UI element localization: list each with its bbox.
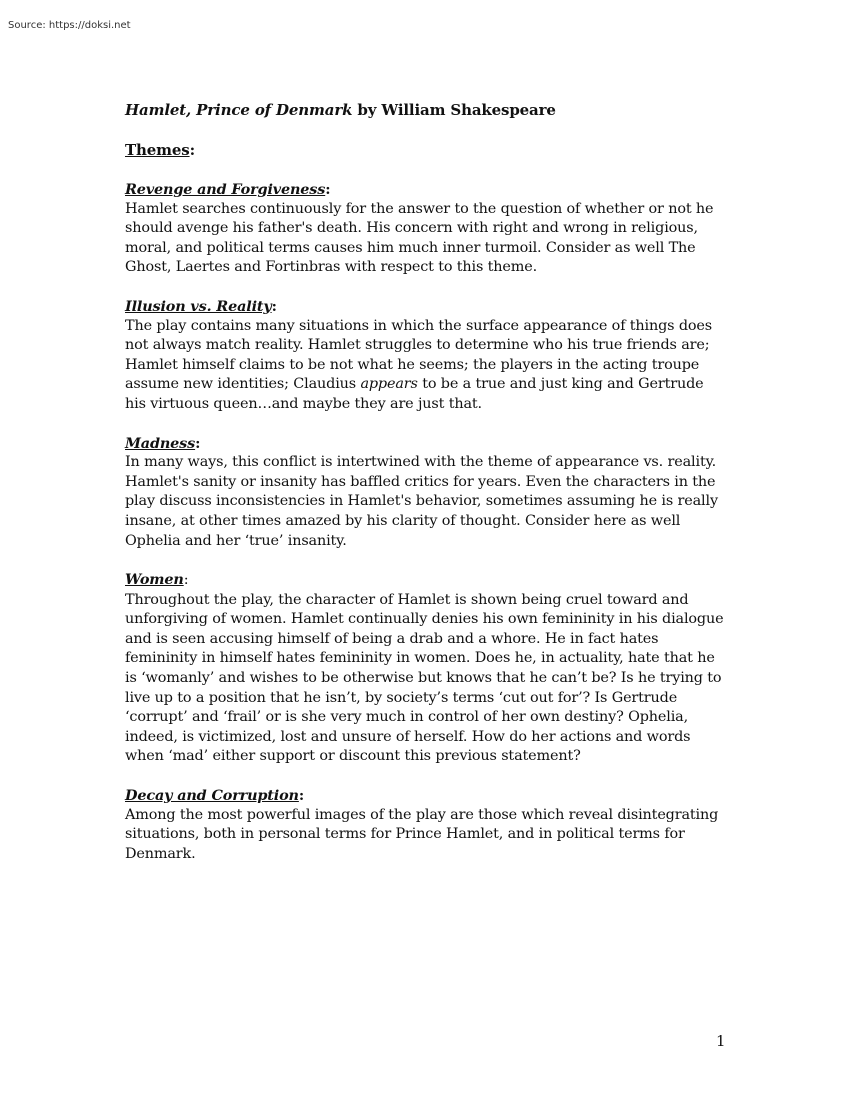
work-title: Hamlet, Prince of Denmark: [125, 101, 353, 119]
theme-illusion-vs-reality: [125, 297, 725, 415]
theme-paragraph: Hamlet searches continuously for the answer to the question of whether or not he should avenge his father's death. His concern with right and wrong in religious, moral, and political terms causes him much inner turmoil. Consider as well The Ghost, Laertes and Fortinbras with respect to this theme.: [125, 200, 714, 276]
source-banner: Source: https://doksi.net: [8, 20, 131, 31]
theme-heading: [125, 297, 725, 317]
theme-colon: :: [298, 787, 305, 805]
theme-paragraph: Among the most powerful images of the play are those which reveal disintegrating situations, both in personal terms for Prince Hamlet, and in political terms for Denmark.: [125, 806, 719, 862]
theme-paragraph: Throughout the play, the character of Hamlet is shown being cruel toward and unforgiving of women. Hamlet continually denies his own femininity in his dialogue and is seen accusing himself of being a drab and a whore. He in fact hates femininity in himself hates femininity in women. Does he, in actuality, hate that he is ‘womanly’ and wishes to be otherwise but knows that he can’t be? Is he trying to live up to a position that he isn’t, by society’s terms ‘cut out for’? Is Gertrude ‘corrupt’ and ‘frail’ or is she very much in control of her own destiny? Ophelia, indeed, is victimized, lost and unsure of herself. How do her actions and words when ‘mad’ either support or discount this previous statement?: [125, 591, 724, 765]
theme-colon: :: [271, 297, 277, 315]
theme-heading: [125, 434, 725, 454]
page-number: 1: [716, 1032, 726, 1050]
theme-paragraph-start: The play contains many situations in which the surface appearance of things does not always match reality. Hamlet struggles to determine who his true friends are; Hamlet himself claims to be not what he seems; the players in the acting troupe assume new identities; Claudius: [125, 317, 713, 393]
theme-colon: :: [195, 434, 201, 452]
theme-colon: :: [183, 572, 189, 589]
theme-paragraph: [125, 317, 725, 415]
theme-heading: [125, 570, 725, 591]
theme-madness: [125, 434, 725, 552]
document-title: [125, 100, 725, 121]
theme-paragraph: In many ways, this conflict is intertwined with the theme of appearance vs. reality. Hamlet's sanity or insanity has baffled critics for years. Even the characters in the play discuss inconsistencies in Hamlet's behavior, sometimes assuming he is really insane, at other times amazed by his clarity of thought. Consider here as well Ophelia and her ‘true’ insanity.: [125, 454, 718, 549]
themes-heading-colon: :: [189, 141, 195, 159]
theme-revenge-and-forgiveness: [125, 180, 725, 278]
emphasized-word: appears: [360, 376, 418, 393]
theme-paragraph-end: to be a true and just king and Gertrude his virtuous queen…and maybe they are just that.: [125, 376, 704, 412]
themes-heading-label: Themes: [125, 141, 190, 159]
theme-women: [125, 570, 725, 767]
theme-heading: [125, 786, 725, 806]
theme-name: Decay and Corruption: [125, 787, 299, 805]
theme-name: Women: [125, 571, 184, 589]
document-body: [125, 100, 725, 883]
theme-name: Illusion vs. Reality: [125, 297, 272, 315]
theme-decay-and-corruption: [125, 786, 725, 864]
theme-name: Revenge and Forgiveness: [125, 181, 326, 198]
theme-name: Madness: [125, 434, 196, 452]
author-byline: by William Shakespeare: [352, 101, 556, 119]
theme-heading: [125, 180, 725, 200]
theme-colon: :: [325, 181, 331, 198]
themes-heading: [125, 140, 725, 161]
